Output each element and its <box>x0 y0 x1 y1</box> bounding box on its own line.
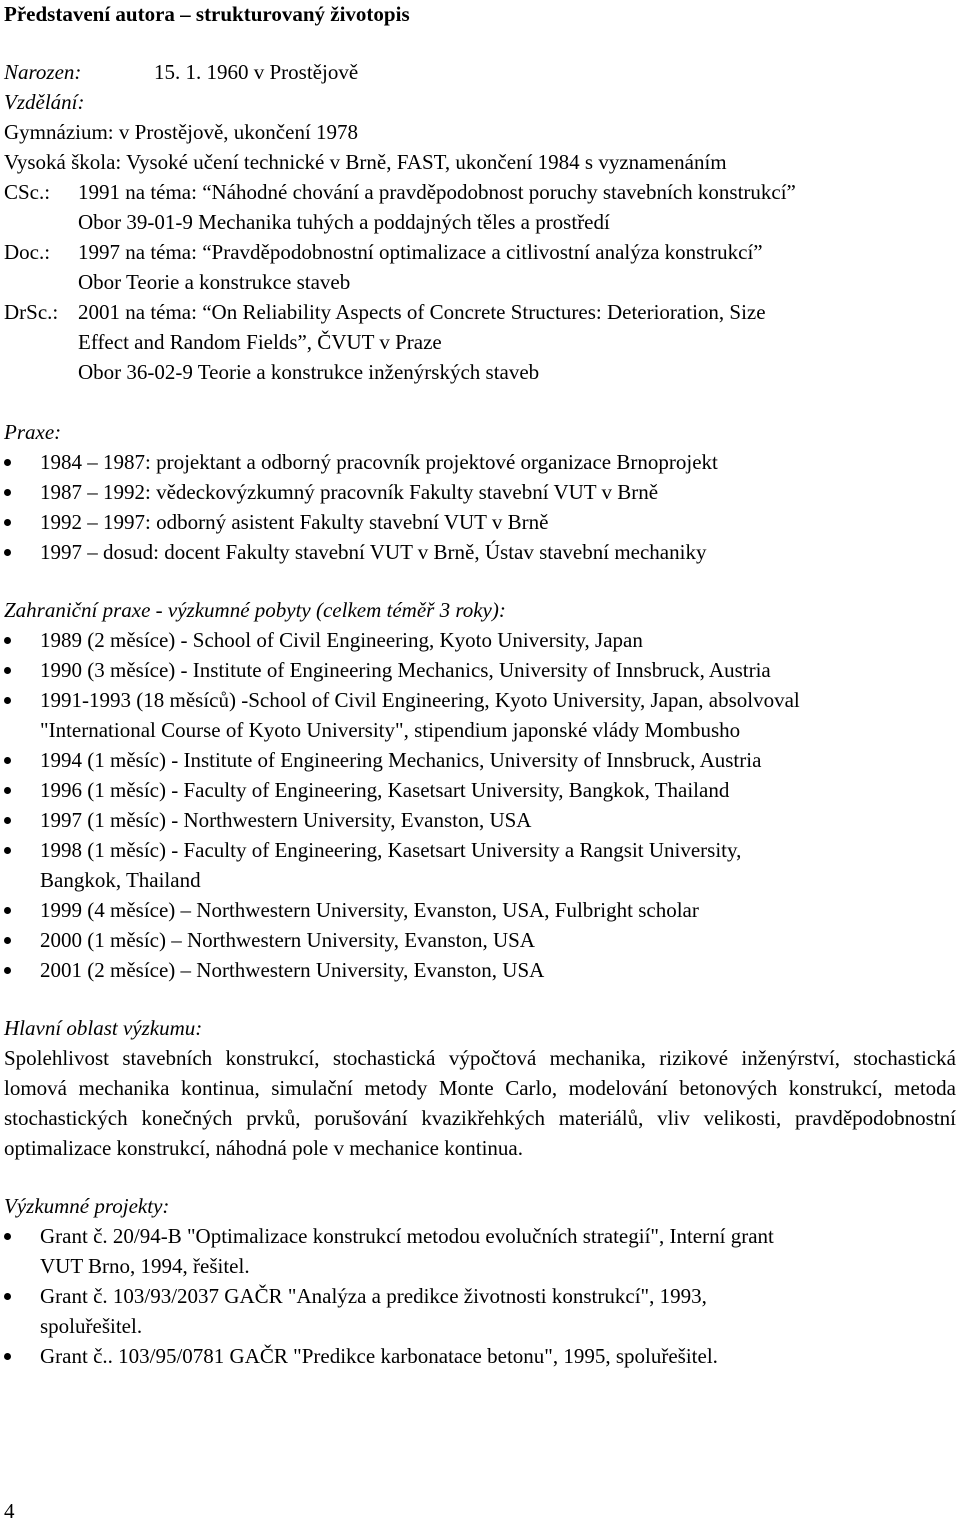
abroad-list <box>4 625 956 985</box>
degree-csc-line2: Obor 39-01-9 Mechanika tuhých a poddajných těles a prostředí <box>78 210 610 234</box>
list-item: 2000 (1 měsíc) – Northwestern University, Evanston, USA <box>4 925 956 955</box>
bullet-icon <box>4 549 11 556</box>
document-title: Představení autora – strukturovaný životopis <box>4 2 410 26</box>
bullet-icon <box>4 847 11 854</box>
bullet-icon <box>4 489 11 496</box>
list-item: 1997 (1 měsíc) - Northwestern University, Evanston, USA <box>4 805 956 835</box>
document-page <box>4 0 956 1371</box>
bullet-icon <box>4 519 11 526</box>
page-number: 4 <box>4 1499 15 1523</box>
bullet-icon <box>4 1353 11 1360</box>
list-item: 2001 (2 měsíce) – Northwestern University, Evanston, USA <box>4 955 956 985</box>
bullet-icon <box>4 667 11 674</box>
list-item: 1994 (1 měsíc) - Institute of Engineering Mechanics, University of Innsbruck, Austria <box>4 745 956 775</box>
degree-csc <box>4 177 956 237</box>
list-item: 1989 (2 měsíce) - School of Civil Engineering, Kyoto University, Japan <box>4 625 956 655</box>
list-item: 1998 (1 měsíc) - Faculty of Engineering, Kasetsart University a Rangsit University, Bangkok, Thailand <box>4 835 956 895</box>
practice-list <box>4 447 956 567</box>
list-item: 1997 – dosud: docent Fakulty stavební VUT v Brně, Ústav stavební mechaniky <box>4 537 956 567</box>
bullet-icon <box>4 459 11 466</box>
degree-drsc <box>4 297 956 387</box>
projects-heading: Výzkumné projekty: <box>4 1194 170 1218</box>
bullet-icon <box>4 697 11 704</box>
degree-doc <box>4 237 956 297</box>
degree-drsc-label: DrSc.: <box>4 300 59 324</box>
bullet-icon <box>4 637 11 644</box>
research-heading: Hlavní oblast výzkumu: <box>4 1016 203 1040</box>
born-value: 15. 1. 1960 v Prostějově <box>154 60 359 84</box>
practice-heading: Praxe: <box>4 420 62 444</box>
bullet-icon <box>4 907 11 914</box>
degree-csc-label: CSc.: <box>4 180 51 204</box>
list-item: Grant č.. 103/95/0781 GAČR "Predikce karbonatace betonu", 1995, spoluřešitel. <box>4 1341 956 1371</box>
list-item: Grant č. 20/94-B "Optimalizace konstrukcí metodou evolučních strategií", Interní grant VUT Brno, 1994, řešitel. <box>4 1221 956 1281</box>
projects-list <box>4 1221 956 1371</box>
degree-drsc-line1: 2001 na téma: “On Reliability Aspects of Concrete Structures: Deterioration, Size <box>78 300 766 324</box>
list-item: 1987 – 1992: vědeckovýzkumný pracovník Fakulty stavební VUT v Brně <box>4 477 956 507</box>
bullet-icon <box>4 757 11 764</box>
list-item: 1996 (1 měsíc) - Faculty of Engineering, Kasetsart University, Bangkok, Thailand <box>4 775 956 805</box>
degree-csc-line1: 1991 na téma: “Náhodné chování a pravděpodobnost poruchy stavebních konstrukcí” <box>78 180 796 204</box>
degree-doc-line2: Obor Teorie a konstrukce staveb <box>78 270 351 294</box>
research-text: Spolehlivost stavebních konstrukcí, stochastická výpočtová mechanika, rizikové inženýrství, stochastická lomová mechanika kontinua, simulační metody Monte Carlo, modelování betonových konstrukcí, metoda stochastických konečných prvků, porušování kvazikřehkých materiálů, vliv velikosti, pravděpodobnostní optimalizace konstrukcí, náhodná pole v mechanice kontinua. <box>4 1046 956 1160</box>
degree-drsc-line2: Effect and Random Fields”, ČVUT v Praze <box>78 330 442 354</box>
degree-doc-line1: 1997 na téma: “Pravděpodobnostní optimalizace a citlivostní analýza konstrukcí” <box>78 240 763 264</box>
list-item: 1999 (4 měsíce) – Northwestern University, Evanston, USA, Fulbright scholar <box>4 895 956 925</box>
degree-drsc-line3: Obor 36-02-9 Teorie a konstrukce inženýrských staveb <box>78 360 540 384</box>
bullet-icon <box>4 787 11 794</box>
degree-doc-label: Doc.: <box>4 240 51 264</box>
bullet-icon <box>4 937 11 944</box>
bullet-icon <box>4 817 11 824</box>
bullet-icon <box>4 1293 11 1300</box>
list-item: 1990 (3 měsíce) - Institute of Engineering Mechanics, University of Innsbruck, Austria <box>4 655 956 685</box>
education-heading: Vzdělání: <box>4 90 85 114</box>
list-item: 1991-1993 (18 měsíců) -School of Civil Engineering, Kyoto University, Japan, absolvoval "International Course of Kyoto University", stipendium japonské vlády Mombusho <box>4 685 956 745</box>
born-row <box>4 57 956 87</box>
list-item: 1984 – 1987: projektant a odborný pracovník projektové organizace Brnoprojekt <box>4 447 956 477</box>
education-university: Vysoká škola: Vysoké učení technické v Brně, FAST, ukončení 1984 s vyznamenáním <box>4 150 727 174</box>
born-label: Narozen: <box>4 60 82 84</box>
education-gymnazium: Gymnázium: v Prostějově, ukončení 1978 <box>4 120 359 144</box>
abroad-heading: Zahraniční praxe - výzkumné pobyty (celkem téměř 3 roky): <box>4 598 506 622</box>
list-item: Grant č. 103/93/2037 GAČR "Analýza a predikce životnosti konstrukcí", 1993, spoluřešitel. <box>4 1281 956 1341</box>
bullet-icon <box>4 967 11 974</box>
list-item: 1992 – 1997: odborný asistent Fakulty stavební VUT v Brně <box>4 507 956 537</box>
bullet-icon <box>4 1233 11 1240</box>
